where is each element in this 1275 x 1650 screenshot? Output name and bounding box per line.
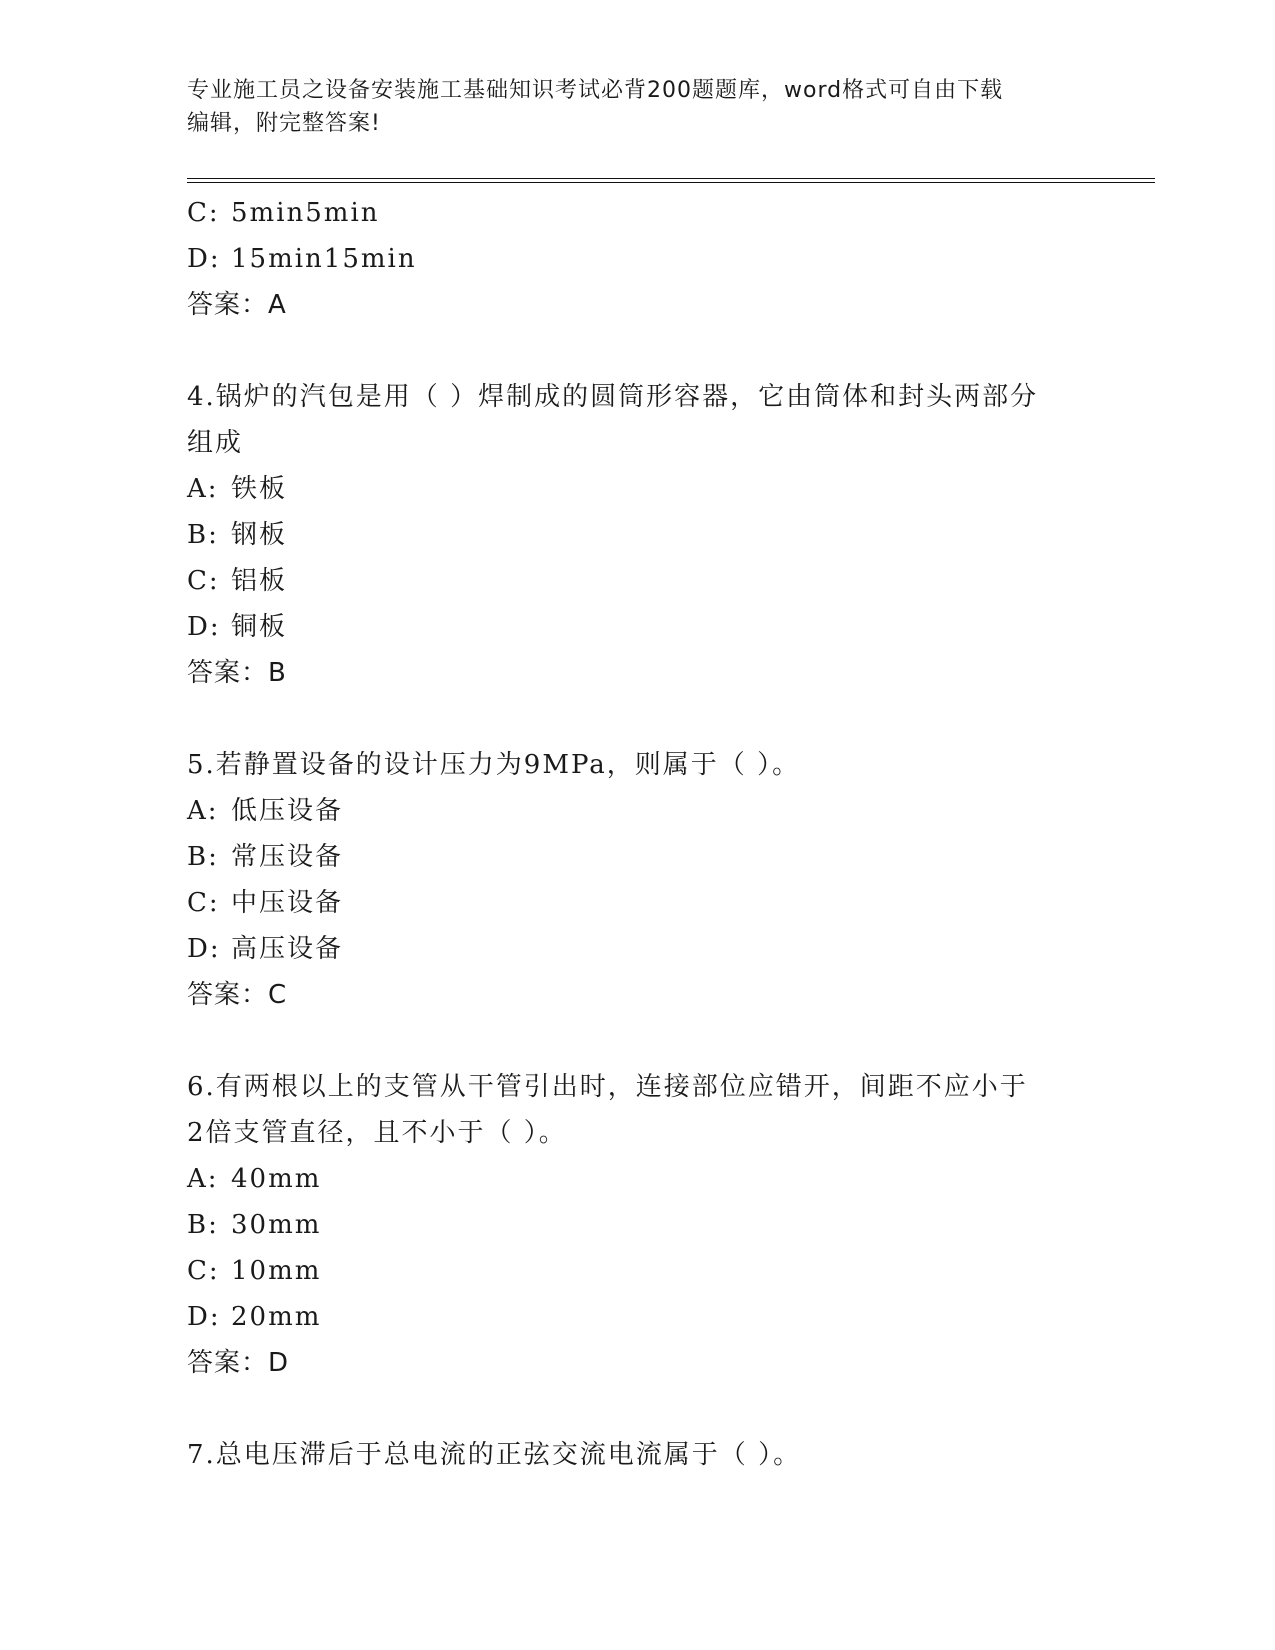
question-title-cont: 2倍支管直径，且不小于（ ）。 xyxy=(187,1118,567,1148)
answer: 答案：D xyxy=(187,1348,290,1378)
document-header xyxy=(187,74,1087,140)
answer: 答案：B xyxy=(187,658,287,688)
question-title: 7.总电压滞后于总电流的正弦交流电流属于（ ）。 xyxy=(187,1440,802,1470)
question-title-cont: 组成 xyxy=(187,428,244,458)
header-rule xyxy=(187,178,1155,183)
option-b: B: 常压设备 xyxy=(187,842,344,872)
header-line-1: 专业施工员之设备安装施工基础知识考试必背200题题库，word格式可自由下载 xyxy=(187,78,1004,103)
option-d: D: 15min15min xyxy=(187,244,417,274)
question-title: 6.有两根以上的支管从干管引出时，连接部位应错开，间距不应小于 xyxy=(187,1072,1028,1102)
option-d: D: 高压设备 xyxy=(187,934,344,964)
option-c: C: 铝板 xyxy=(187,566,288,596)
option-d: D: 20mm xyxy=(187,1302,322,1332)
option-c: C: 10mm xyxy=(187,1256,322,1286)
answer: 答案：C xyxy=(187,980,288,1010)
option-a: A: 铁板 xyxy=(187,474,288,504)
option-c: C: 中压设备 xyxy=(187,888,344,918)
option-d: D: 铜板 xyxy=(187,612,288,642)
answer: 答案：A xyxy=(187,290,287,320)
option-a: A: 40mm xyxy=(187,1164,322,1194)
option-b: B: 30mm xyxy=(187,1210,322,1240)
question-title: 4.锅炉的汽包是用（ ）焊制成的圆筒形容器，它由筒体和封头两部分 xyxy=(187,382,1039,412)
option-b: B: 钢板 xyxy=(187,520,288,550)
question-title: 5.若静置设备的设计压力为9MPa，则属于（ ）。 xyxy=(187,750,801,780)
option-c: C: 5min5min xyxy=(187,198,380,228)
header-line-2: 编辑，附完整答案! xyxy=(187,111,381,136)
option-a: A: 低压设备 xyxy=(187,796,344,826)
question-content xyxy=(187,190,1087,1478)
